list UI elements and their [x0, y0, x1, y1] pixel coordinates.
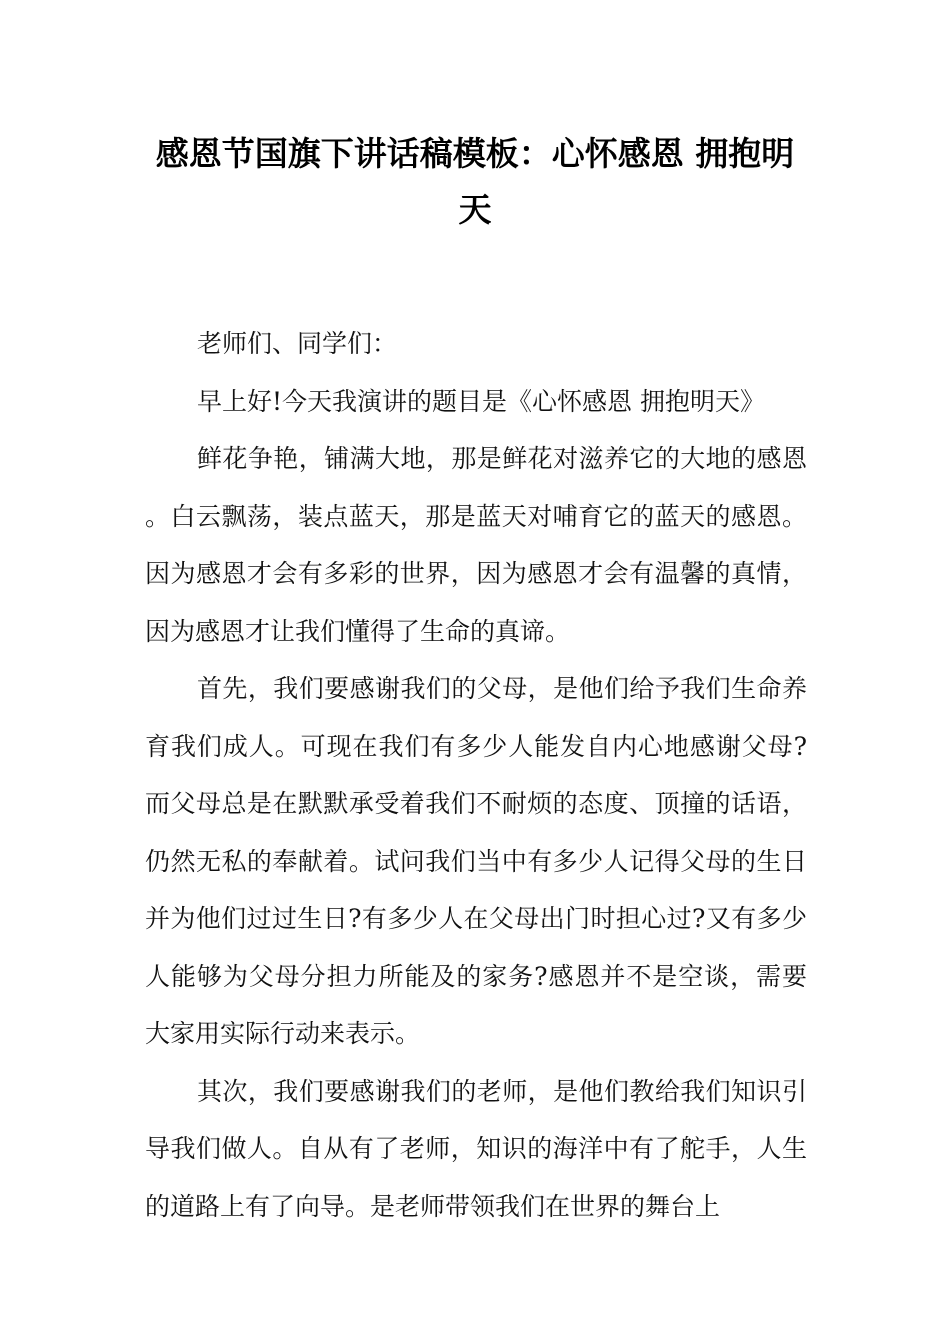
paragraph-intro: 早上好!今天我演讲的题目是《心怀感恩 拥抱明天》: [197, 386, 765, 416]
document-title: 感恩节国旗下讲话稿模板：心怀感恩 拥抱明天: [155, 134, 795, 229]
paragraph-nature: 鲜花争艳，铺满大地，那是鲜花对滋养它的大地的感恩。白云飘荡，装点蓝天，那是蓝天对哺育它的蓝天的感恩。因为感恩才会有多彩的世界，因为感恩才会有温馨的真情，因为感恩才让我们懂得了生命的真谛。: [145, 444, 807, 646]
paragraph-greeting: 老师们、同学们：: [197, 329, 398, 358]
paragraph-teachers: 其次，我们要感谢我们的老师，是他们教给我们知识引导我们做人。自从有了老师，知识的海洋中有了舵手，人生的道路上有了向导。是老师带领我们在世界的舞台上: [145, 1076, 807, 1221]
paragraph-parents: 首先，我们要感谢我们的父母，是他们给予我们生命养育我们成人。可现在我们有多少人能发自内心地感谢父母?而父母总是在默默承受着我们不耐烦的态度、顶撞的话语，仍然无私的奉献着。试问我们当中有多少人记得父母的生日并为他们过过生日?有多少人在父母出门时担心过?又有多少人能够为父母分担力所能及的家务?感恩并不是空谈，需要大家用实际行动来表示。: [145, 674, 807, 1048]
document-body: [145, 315, 807, 1235]
